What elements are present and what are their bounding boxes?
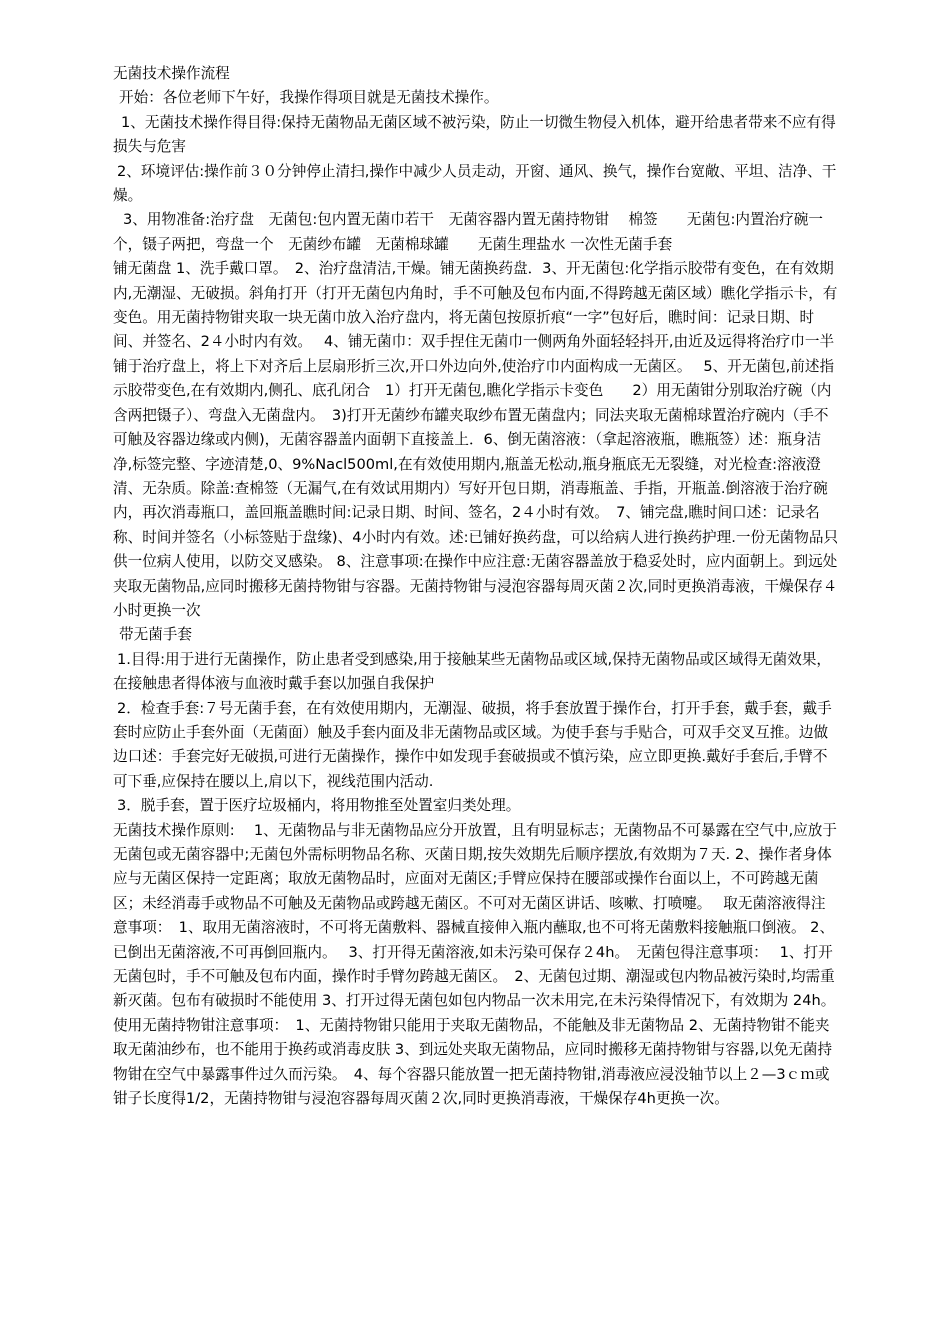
glove-check-paragraph: 2．检查手套:７号无菌手套，在有效使用期内，无潮湿、破损，将手套放置于操作台，打开手套，戴手套，戴手套时应防止手套外面（无菌面）触及手套内面及非无菌物品或区域。为使手套与手贴合，可双手交叉互推。边做边口述：手套完好无破损,可进行无菌操作，操作中如发现手套破损或不慎污染，应立即更换.戴好手套后,手臂不可下垂,应保持在腰以上,肩以下，视线范围内活动. — [113, 699, 832, 790]
supplies-paragraph: 3、用物准备:治疗盘 无菌包:包内置无菌巾若干 无菌容器内置无菌持物钳 棉签 无菌包:内置治疗碗一个，镊子两把，弯盘一个 无菌纱布罐 无菌棉球罐 无菌生理盐水 一次性无菌手套 — [113, 211, 823, 253]
intro-paragraph: 开始：各位老师下午好，我操作得项目就是无菌技术操作。 — [119, 89, 499, 107]
glove-section-title: 带无菌手套 — [119, 626, 192, 644]
purpose-paragraph: 1、无菌技术操作得目得:保持无菌物品无菌区域不被污染，防止一切微生物侵入机体，避开给患者带来不应有得损失与危害 — [113, 113, 836, 156]
glove-purpose-paragraph: 1.目得:用于进行无菌操作，防止患者受到感染,用于接触某些无菌物品或区域,保持无菌物品或区域得无菌效果，在接触患者得体液与血液时戴手套以加强自我保护 — [113, 650, 832, 693]
glove-remove-paragraph: 3．脱手套，置于医疗垃圾桶内，将用物推至处置室归类处理。 — [117, 797, 521, 815]
document-page — [113, 62, 839, 1111]
sterile-tray-paragraph: 铺无菌盘 1、洗手戴口罩。 2、治疗盘清洁,干燥。铺无菌换药盘．3、开无菌包:化学指示胶带有变色，在有效期内,无潮湿、无破损。斜角打开（打开无菌包内角时，手不可触及包布内面,不得跨越无菌区域）瞧化学指示卡，有变色。用无菌持物钳夹取一块无菌巾放入治疗盘内，将无菌包按原折痕“一字”包好后，瞧时间：记录日期、时间、并签名、2４小时内有效。 4、铺无菌巾：双手捏住无菌巾一侧两角外面轻轻抖开,由近及远得将治疗巾一半铺于治疗盘上，将上下对齐后上层扇形折三次,开口外边向外,使治疗巾内面构成一无菌区。 5、开无菌包,前述指示胶带变色,在有效期内,侧孔、底孔闭合 1）打开无菌包,瞧化学指示卡变色 2）用无菌钳分别取治疗碗（内含两把镊子）、弯盘入无菌盘内。 3)打开无菌纱布罐夹取纱布置无菌盘内；同法夹取无菌棉球置治疗碗内（手不可触及容器边缘或内侧)，无菌容器盖内面朝下直接盖上．6、倒无菌溶液：（拿起溶液瓶，瞧瓶签）述：瓶身洁净,标签完整、字迹清楚,0、9%Nacl500ml,在有效使用期内,瓶盖无松动,瓶身瓶底无无裂缝，对光检查:溶液澄清、无杂质。除盖:查棉签（无漏气,在有效试用期内）写好开包日期，消毒瓶盖、手指，开瓶盖.倒溶液于治疗碗内，再次消毒瓶口，盖回瓶盖瞧时间:记录日期、时间、签名，2４小时有效。 7、铺完盘,瞧时间口述：记录名称、时间并签名（小标签贴于盘缘)、4小时内有效。述:已铺好换药盘，可以给病人进行换药护理.一份无菌物品只供一位病人使用，以防交叉感染。 8、注意事项:在操作中应注意:无菌容器盖放于稳妥处时，应内面朝上。到远处夹取无菌物品,应同时搬移无菌持物钳与容器。无菌持物钳与浸泡容器每周灭菌２次,同时更换消毒液，干燥保存４小时更换一次 — [113, 260, 839, 619]
document-title: 无菌技术操作流程 — [113, 65, 230, 82]
environment-paragraph: 2、环境评估:操作前３０分钟停止清扫,操作中减少人员走动，开窗、通风、换气，操作台宽敞、平坦、洁净、干燥。 — [113, 162, 837, 205]
principles-paragraph: 无菌技术操作原则: 1、无菌物品与非无菌物品应分开放置，且有明显标志；无菌物品不可暴露在空气中,应放于无菌包或无菌容器中;无菌包外需标明物品名称、灭菌日期,按失效期先后顺序摆放,有效期为７天. 2、操作者身体应与无菌区保持一定距离；取放无菌物品时，应面对无菌区;手臂应保持在腰部或操作台面以上，不可跨越无菌区；未经消毒手或物品不可触及无菌物品或跨越无菌区。不可对无菌区讲话、咳嗽、打喷嚏。 取无菌溶液得注意事项： 1、取用无菌溶液时，不可将无菌敷料、器械直接伸入瓶内蘸取,也不可将无菌敷料接触瓶口倒液。 2、已倒出无菌溶液,不可再倒回瓶内。 3、打开得无菌溶液,如未污染可保存２4h。 无菌包得注意事项： 1、打开无菌包时，手不可触及包布内面，操作时手臂勿跨越无菌区。 2、无菌包过期、潮湿或包内物品被污染时,均需重新灭菌。包布有破损时不能使用 3、打开过得无菌包如包内物品一次未用完,在未污染得情况下，有效期为 24h。 使用无菌持物钳注意事项： 1、无菌持物钳只能用于夹取无菌物品，不能触及非无菌物品 2、无菌持物钳不能夹取无菌油纱布，也不能用于换药或消毒皮肤 3、到远处夹取无菌物品，应同时搬移无菌持物钳与容器,以免无菌持物钳在空气中暴露事件过久而污染。 4、每个容器只能放置一把无菌持物钳,消毒液应浸没轴节以上２—3ｃｍ或钳子长度得1/2，无菌持物钳与浸泡容器每周灭菌２次,同时更换消毒液，干燥保存4h更换一次。 — [113, 821, 837, 1108]
